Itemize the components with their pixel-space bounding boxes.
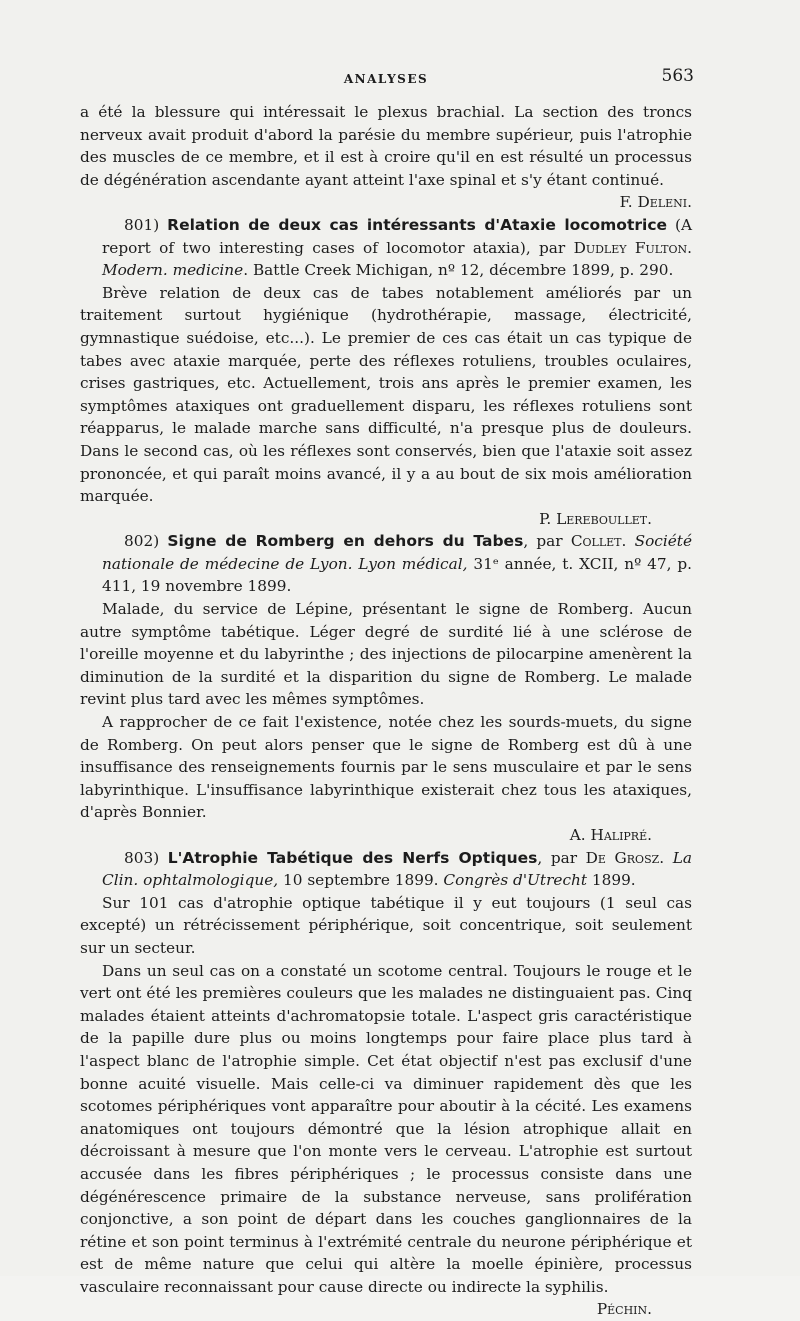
entry-802-journal: Société nationale de médecine de Lyon. Lyon médical, xyxy=(102,532,692,573)
entry-803-author: De Grosz xyxy=(585,848,660,867)
entry-801-ref-3: . Battle Creek Michigan, nº 12, décembre 1899, p. 290. xyxy=(243,261,674,280)
page-header xyxy=(78,66,694,90)
entry-802-author: Collet xyxy=(570,532,622,551)
entry-803-ref-2: . xyxy=(659,848,673,867)
entry-801-signature: P. Lereboullet. xyxy=(539,509,652,528)
entry-803-header xyxy=(80,847,692,892)
entry-803-title: L'Atrophie Tabétique des Nerfs Optiques xyxy=(167,848,538,867)
entry-803-paragraph-1: Sur 101 cas d'atrophie optique tabétique il y eut toujours (1 seul cas excepté) un rétrécissement périphérique, soit concentrique, soit seulement sur un secteur. xyxy=(80,893,692,957)
entry-802-paragraph-1: Malade, du service de Lépine, présentant le signe de Romberg. Aucun autre symptôme tabétique. Léger degré de surdité lié à une sclérose de l'oreille moyenne et du labyrinthe ; des injections de pilocarpine amenèrent la diminution de la surdité et la disparition du signe de Romberg. Le malade revint plus tard avec les mêmes symptômes. xyxy=(80,600,692,709)
entry-802-ref-1: , par xyxy=(523,532,571,551)
page-content xyxy=(80,101,692,1321)
page-number: 563 xyxy=(661,66,694,86)
entry-802-paragraph-2: A rapprocher de ce fait l'existence, notée chez les sourds-muets, du signe de Romberg. On peut alors penser que le signe de Romberg est dû à une insuffisance des renseignements fournis par le sens musculaire et par le sens labyrinthique. L'insuffisance labyrinthique existerait chez tous les ataxiques, d'après Bonnier. xyxy=(80,713,692,822)
entry-802-ref-3: 31ᵉ année, t. XCII, nº 47, p. 411, 19 novembre 1899. xyxy=(102,554,693,596)
entry-801-author: Dudley Fulton xyxy=(573,238,688,257)
entry-801-number: 801) xyxy=(124,215,160,234)
entry-802-header xyxy=(80,530,692,598)
entry-801-paragraph: Brève relation de deux cas de tabes notablement améliorés par un traitement surtout hygiénique (hydrothérapie, massage, électricité, gymnastique suédoise, etc...). Le premier de ces cas était un cas typique de tabes avec ataxie marquée, perte des réflexes rotuliens, troubles oculaires, crises gastriques, etc. Actuellement, trois ans après le premier examen, les symptômes ataxiques ont graduellement disparu, les réflexes rotuliens sont réapparus, le malade marche sans difficulté, n'a presque plus de douleurs. Dans le second cas, où les réflexes sont conservés, bien que l'ataxie soit assez prononcée, et qui paraît moins avancé, il y a au bout de six mois amélioration marquée. xyxy=(80,283,692,506)
intro-signature: F. Deleni. xyxy=(619,193,692,212)
intro-paragraph xyxy=(80,101,692,212)
entry-801-header xyxy=(80,214,692,282)
entry-803-signature: Péchin. xyxy=(596,1300,652,1319)
entry-802-signature: A. Halipré. xyxy=(569,826,652,844)
entry-801-journal: Modern. medicine xyxy=(102,261,244,280)
running-head: ANALYSES xyxy=(343,72,429,86)
entry-803-paragraph-2: Dans un seul cas on a constaté un scotome central. Toujours le rouge et le vert ont été les premières couleurs que les malades ne distinguaient pas. Cinq malades étaient atteints d'achromatopsie totale. L'aspect gris caractéristique de la papille dure plus ou moins longtemps pour faire place plus tard à l'aspect blanc de l'atrophie simple. Cet état objectif n'est pas exclusif d'une bonne acuité visuelle. Mais celle-ci va diminuer rapidement dès que les scotomes périphériques vont apparaître pour aboutir à la cécité. Les examens anatomiques ont toujours démontré que la lésion atrophique allait en décroissant à mesure que l'on monte vers le cerveau. L'atrophie est surtout accusée dans les fibres périphériques ; le processus consiste dans une dégénérescence primaire de la substance nerveuse, sans prolifération conjonctive, a son point de départ dans les couches ganglionnaires de la rétine et son point terminus à l'extrémité centrale du neurone périphérique et est de même nature que celui qui altère la moelle épinière, processus vasculaire reconnaissant pour cause directe ou indirecte la syphilis. xyxy=(80,961,692,1296)
entry-803-journal-2: Congrès d'Utrecht xyxy=(443,871,588,890)
entry-801-ref-2: . xyxy=(687,238,693,257)
entry-803-ref-3: 10 septembre 1899. xyxy=(278,871,444,890)
entry-803-number: 803) xyxy=(124,848,160,867)
entry-802-ref-2: . xyxy=(621,532,635,551)
entry-802-number: 802) xyxy=(124,532,160,551)
entry-802-title: Signe de Romberg en dehors du Tabes xyxy=(167,532,524,551)
entry-803-journal: La Clin. ophtalmologique, xyxy=(102,848,692,890)
entry-801-ref-1: (A report of two interesting cases of locomotor ataxia), par xyxy=(102,215,693,257)
intro-text: a été la blessure qui intéressait le plexus brachial. La section des troncs nerveux avait produit d'abord la parésie du membre supérieur, puis l'atrophie des muscles de ce membre, et il est à croire qu'il en est résulté un processus de dégénération ascendante ayant atteint l'axe spinal et s'y étant continué. xyxy=(80,103,692,189)
entry-801-title: Relation de deux cas intéressants d'Ataxie locomotrice xyxy=(167,215,668,234)
entry-803-ref-4: 1899. xyxy=(587,871,636,890)
entry-803-ref-1: , par xyxy=(537,848,586,867)
